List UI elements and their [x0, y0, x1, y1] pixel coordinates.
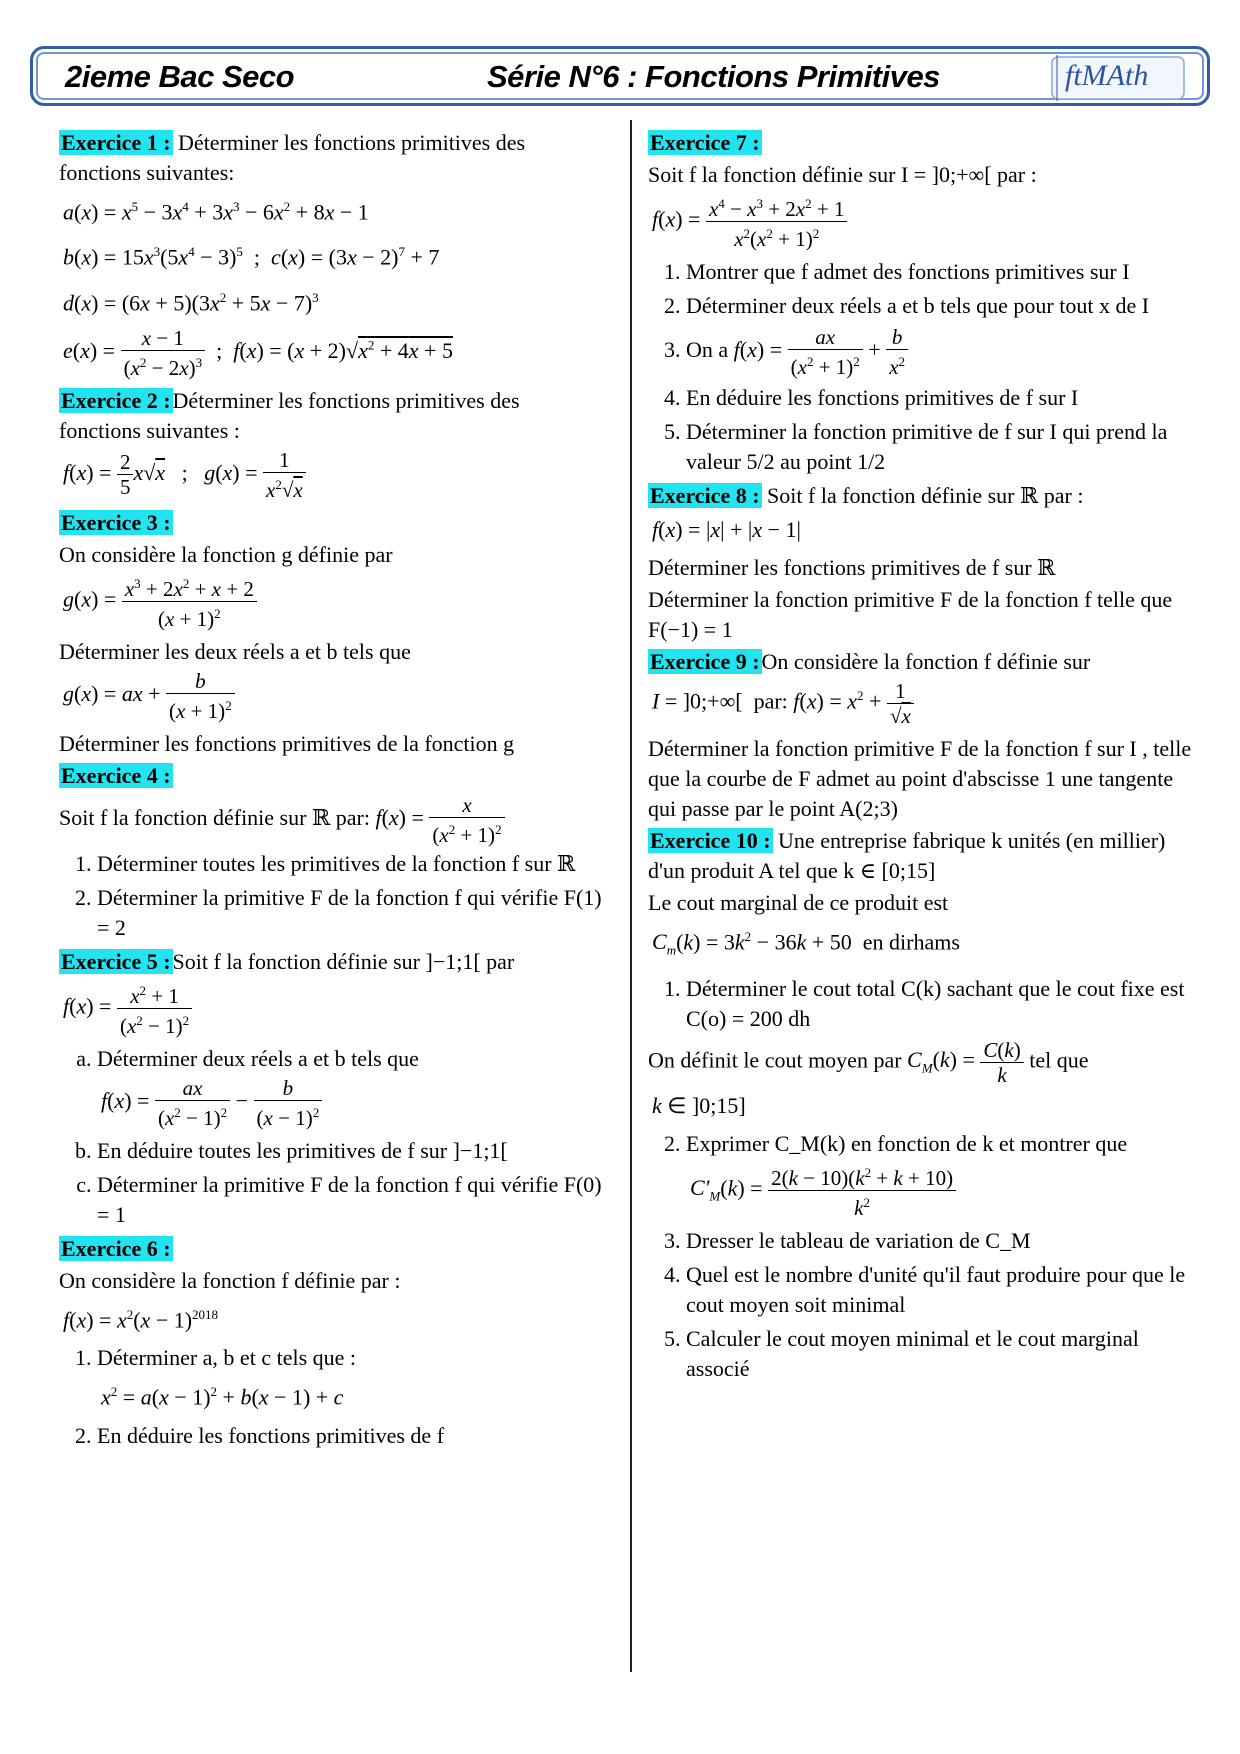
exercise-7-item-3-text: On a [686, 337, 729, 363]
ex2-formulas: f(x) = $\frac{2}{5}$ x√x ; g(x) = $\frac{1}{x^2√x}$ [63, 448, 604, 502]
ex10-formula-marginal: $C_m(k) = 3k^2 - 36k + 50$ en dirhams [652, 929, 960, 958]
exercise-10-item-2-text: Exprimer C_M(k) en fonction de k et montrer que [686, 1130, 1128, 1156]
exercise-10-average-text: On définit le cout moyen par [648, 1047, 902, 1073]
ex10-formula-domain: k ∈ ]0;15] [652, 1092, 746, 1118]
exercise-10-marginal: Le cout marginal de ce produit est [648, 890, 949, 915]
exercise-4-title [59, 761, 604, 791]
exercise-5-statement [59, 947, 604, 977]
exercise-8-question-1: Déterminer les fonctions primitives de f sur ℝ [648, 555, 1056, 580]
exercise-6-intro: On considère la fonction f définie par : [59, 1267, 401, 1293]
exercise-3-question-1: Déterminer les deux réels a et b tels que [59, 638, 411, 664]
exercise-7-title [648, 128, 1203, 158]
series-title: Série N°6 : Fonctions Primitives [487, 59, 940, 94]
exercise-2-text: Déterminer les fonctions primitives des fonctions suivantes : [59, 387, 520, 443]
column-divider [630, 120, 632, 1672]
exercise-10-item-4: 4. Quel est le nombre d'unité qu'il faut produire pour que le cout moyen soit minimal [686, 1260, 1203, 1320]
ex1-formula-d: $d(x) = (6x + 5)(3x^2 + 5x - 7)^3$ [63, 289, 319, 315]
exercise-6-questions [59, 1343, 604, 1450]
left-column [59, 128, 604, 1455]
exercise-1-text: Déterminer les fonctions primitives des fonctions suivantes: [59, 130, 526, 185]
exercise-3-title [59, 508, 604, 538]
exercise-1-label: Exercice 1 : [61, 130, 171, 155]
exercise-4-questions [59, 849, 604, 943]
exercise-3-question-2: Déterminer les fonctions primitives de la fonction g [59, 730, 515, 756]
ex1-formula-a: $a(x) = x^5 - 3x^4 + 3x^3 - 6x^2 + 8x - 1$ [63, 199, 369, 225]
exercise-10-statement [648, 826, 1203, 886]
exercise-7-item-3: 3. On a f(x) = $\frac{ax}{(x^2 + 1)^2}$ + $\frac{b}{x^2}$ [686, 325, 1203, 379]
exercise-10-questions-a [648, 974, 1203, 1034]
exercise-5-intro: Soit f la fonction définie sur ]−1;1[ par [172, 948, 515, 974]
exercise-6-label: Exercice 6 : [61, 1235, 171, 1261]
exercise-10-item-3: 3. Dresser le tableau de variation de C_M [686, 1226, 1203, 1256]
logo-text: ftMAth [1065, 59, 1149, 92]
exercise-7-item-2: 2. Déterminer deux réels a et b tels que pour tout x de I [686, 291, 1203, 321]
ex6-formula-identity: $x^2 = a(x - 1)^2 + b(x - 1) + c$ [101, 1384, 344, 1410]
exercise-5-item-c: c. Déterminer la primitive F de la fonction f qui vérifie F(0) = 1 [97, 1170, 604, 1230]
exercise-1-statement [59, 128, 604, 188]
exercise-10-average-definition: On définit le cout moyen par $C_M(k)$ = $\frac{C(k)}{k}$ tel que [648, 1037, 1089, 1087]
ex5-formula-f: f(x) = $\frac{x^2 + 1}{(x^2 - 1)^2}$ [63, 979, 604, 1038]
exercise-4-intro: Soit f la fonction définie sur ℝ par: f(x) = $\frac{x}{(x^2 + 1)^2}$ [59, 793, 604, 847]
exercise-10-tel-que: tel que [1029, 1047, 1089, 1073]
ex3-formula-decomposition: g(x) = ax + $\frac{b}{(x + 1)^2}$ [63, 669, 604, 723]
header-banner [30, 46, 1210, 106]
exercise-6-item-1 [97, 1343, 604, 1414]
exercise-10-intro: Une entreprise fabrique k unités (en millier) d'un produit A tel que k ∈ [0;15] [648, 828, 1166, 883]
exercise-9-label: Exercice 9 : [650, 649, 760, 674]
exercise-8-question-2: Déterminer la fonction primitive F de la fonction f telle que F(−1) = 1 [648, 587, 1173, 642]
exercise-9-statement [648, 647, 1203, 677]
exercise-6-item-2: 2. En déduire les fonctions primitives de f [97, 1421, 604, 1451]
ex6-formula-f: $f(x) = x^2(x - 1)^{2018}$ [63, 1306, 219, 1333]
exercise-8-statement [648, 481, 1203, 511]
exercise-5-item-b: b. En déduire toutes les primitives de f sur ]−1;1[ [97, 1136, 604, 1166]
exercise-10-label: Exercice 10 : [650, 828, 771, 853]
exercise-5-item-a-text: Déterminer deux réels a et b tels que [97, 1045, 419, 1071]
exercise-4-intro-text: Soit f la fonction définie sur ℝ par: [59, 805, 370, 831]
exercise-10-item-1: 1. Déterminer le cout total C(k) sachant que le cout fixe est C(o) = 200 dh [686, 974, 1203, 1034]
exercise-4-item-1: 1. Déterminer toutes les primitives de la fonction f sur ℝ [97, 849, 604, 879]
exercise-7-label: Exercice 7 : [650, 130, 760, 155]
exercise-8-label: Exercice 8 : [650, 483, 760, 508]
ex1-formula-b-c: $b(x) = 15x^3(5x^4 - 3)^5$ ; $c(x) = (3x - 2)^7 + 7$ [63, 244, 440, 270]
exercise-7-intro: Soit f la fonction définie sur I = ]0;+∞[ par : [648, 162, 1037, 187]
exercise-5-item-a [97, 1044, 604, 1130]
ex10-formula-derivative: $C'_M(k)$ = $\frac{2(k - 10)(k^2 + k + 10)}{k^2}$ [690, 1161, 1203, 1220]
exercise-7-item-4: 4. En déduire les fonctions primitives de f sur I [686, 383, 1203, 413]
ex5-formula-decomposition: f(x) = $\frac{ax}{(x^2 - 1)^2}$ − $\frac{b}{(x - 1)^2}$ [101, 1076, 604, 1130]
exercise-2-label: Exercice 2 : [61, 387, 171, 413]
exercise-6-title [59, 1234, 604, 1264]
exercise-7-item-1: 1. Montrer que f admet des fonctions primitives sur I [686, 257, 1203, 287]
exercise-9-text: Déterminer la fonction primitive F de la fonction f sur I , telle que la courbe de F admet au point d'abscisse 1 une tangente qui passe par le point A(2;3) [648, 736, 1192, 821]
logo [1051, 55, 1187, 101]
exercise-10-questions-b [648, 1129, 1203, 1384]
exercise-7-questions [648, 257, 1203, 477]
exercise-5-questions [59, 1044, 604, 1230]
ex7-formula-f: f(x) = $\frac{x^4 - x^3 + 2x^2 + 1}{x^2(x^2 + 1)^2}$ [652, 192, 1203, 251]
exercise-6-item-1-text: Déterminer a, b et c tels que : [97, 1345, 357, 1371]
ex8-formula-f: f(x) = |x| + |x − 1| [652, 517, 801, 542]
ex1-formula-e-f: e(x) = $\frac{x - 1}{(x^2 - 2x)^3}$ ; $f(x) = (x + 2)√x^2 + 4x + 5$ [63, 325, 453, 380]
exercise-10-unit: en dirhams [862, 929, 960, 955]
exercise-10-item-5: 5. Calculer le cout moyen minimal et le cout marginal associé [686, 1324, 1203, 1384]
exercise-9-intro: On considère la fonction f définie sur [761, 649, 1091, 674]
exercise-5-label: Exercice 5 : [61, 948, 171, 974]
exercise-3-label: Exercice 3 : [61, 509, 171, 535]
exercise-3-intro: On considère la fonction g définie par [59, 541, 393, 567]
ex3-formula-g: g(x) = $\frac{x^3 + 2x^2 + x + 2}{(x + 1)^2}$ [63, 572, 604, 631]
exercise-2-statement [59, 386, 604, 446]
exercise-7-item-5: 5. Déterminer la fonction primitive de f sur I qui prend la valeur 5/2 au point 1/2 [686, 417, 1203, 477]
right-column [648, 128, 1203, 1388]
class-level: 2ieme Bac Seco [65, 59, 295, 94]
ex9-formula-f: I = ]0;+∞[ par: $f(x) = x^2$ + $\frac{1}{√x}$ [652, 679, 1203, 728]
exercise-8-intro: Soit f la fonction définie sur ℝ par : [767, 483, 1084, 508]
exercise-10-item-2 [686, 1129, 1203, 1220]
exercise-4-item-2: 2. Déterminer la primitive F de la fonction f qui vérifie F(1) = 2 [97, 883, 604, 943]
exercise-4-label: Exercice 4 : [61, 762, 171, 788]
